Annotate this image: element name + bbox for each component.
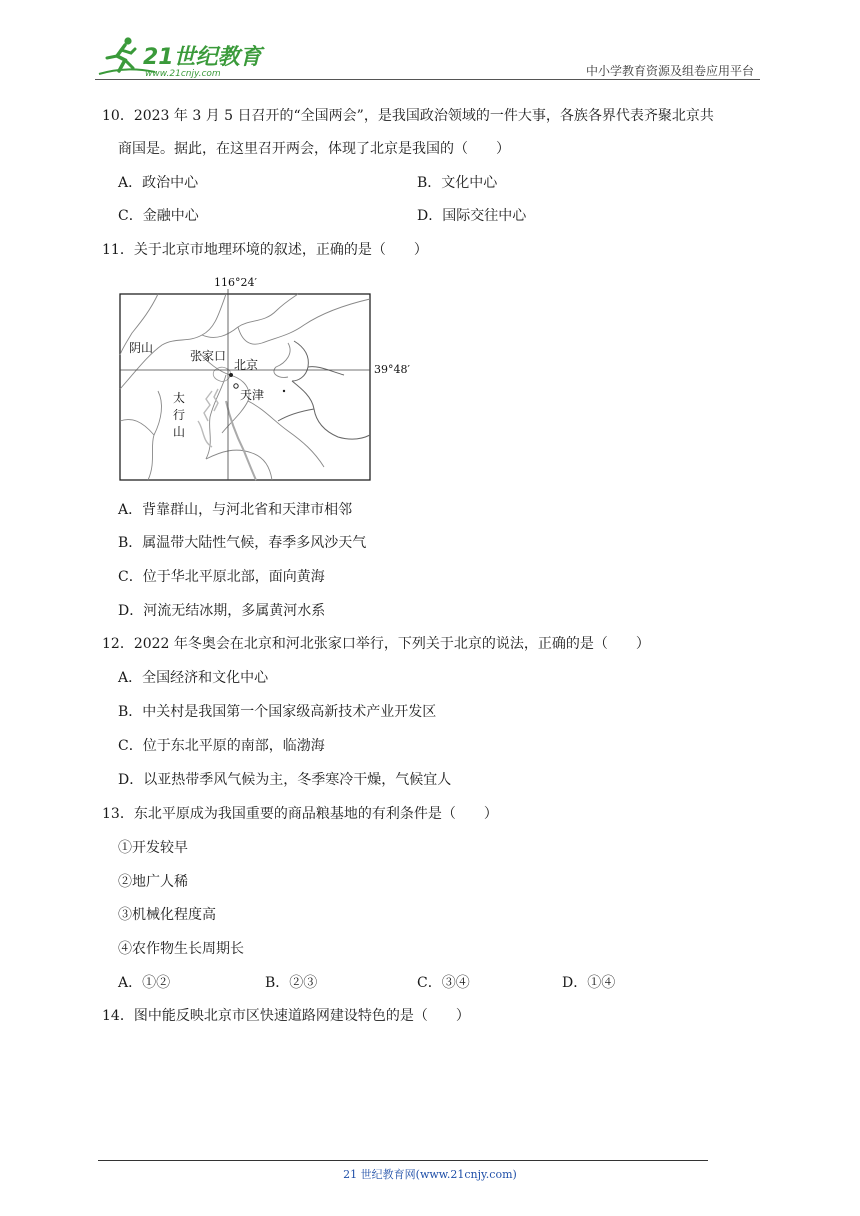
q12-option-d[interactable]: D．以亚热带季风气候为主，冬季寒冷干燥，气候宜人 (118, 772, 452, 788)
q11-option-d[interactable]: D．河流无结冰期，多属黄河水系 (118, 603, 326, 619)
q13-stem: 13．东北平原成为我国重要的商品粮基地的有利条件是（ ） (102, 806, 498, 822)
beijing-marker-icon (229, 373, 233, 377)
q10-option-a[interactable]: A．政治中心 (118, 175, 199, 191)
q13-option-c[interactable]: C．③④ (417, 975, 470, 991)
q10-stem-line1: 10．2023 年 3 月 5 日召开的“全国两会”，是我国政治领域的一件大事，各族各界代表齐聚北京共 (102, 108, 714, 124)
q13-option-d[interactable]: D．①④ (562, 975, 616, 991)
map-label-zhangjiakou: 张家口 (190, 349, 227, 363)
q13-item-3: ③机械化程度高 (118, 907, 216, 923)
q11-stem: 11．关于北京市地理环境的叙述，正确的是（ ） (102, 242, 428, 258)
map-label-taihang-1: 太 (173, 391, 186, 405)
map-latitude-label: 39°48′ (374, 363, 410, 376)
footer-divider (98, 1160, 708, 1161)
q13-item-2: ②地广人稀 (118, 874, 188, 890)
platform-title: 中小学教育资源及组卷应用平台 (585, 64, 754, 78)
map-label-beijing: 北京 (234, 358, 259, 372)
map-label-taihang-3: 山 (173, 425, 186, 439)
map-longitude-label: 116°24′ (214, 276, 257, 289)
q10-option-d[interactable]: D．国际交往中心 (417, 208, 527, 224)
logo-url-text: www.21cnjy.com (145, 69, 221, 79)
header-divider (95, 79, 760, 80)
q11-option-a[interactable]: A．背靠群山，与河北省和天津市相邻 (118, 502, 353, 518)
q12-option-c[interactable]: C．位于东北平原的南部，临渤海 (118, 738, 325, 754)
footer-link[interactable]: 21 世纪教育网(www.21cnjy.com) (343, 1168, 517, 1181)
q13-option-b[interactable]: B．②③ (265, 975, 318, 991)
beijing-region-map (118, 271, 410, 483)
page-header (95, 36, 760, 80)
map-label-yinshan: 阴山 (129, 341, 154, 355)
q13-option-a[interactable]: A．①② (118, 975, 171, 991)
q12-option-a[interactable]: A．全国经济和文化中心 (118, 670, 269, 686)
q13-item-1: ①开发较早 (118, 840, 188, 856)
q13-item-4: ④农作物生长周期长 (118, 941, 244, 957)
site-logo (95, 36, 265, 80)
map-label-taihang-2: 行 (173, 408, 186, 422)
q10-stem-line2: 商国是。据此，在这里召开两会，体现了北京是我国的（ ） (118, 141, 510, 157)
q11-option-c[interactable]: C．位于华北平原北部，面向黄海 (118, 569, 325, 585)
q12-stem: 12．2022 年冬奥会在北京和河北张家口举行，下列关于北京的说法，正确的是（ ） (102, 636, 650, 652)
q14-stem: 14．图中能反映北京市区快速道路网建设特色的是（ ） (102, 1008, 470, 1024)
q10-option-b[interactable]: B．文化中心 (417, 175, 498, 191)
q10-option-c[interactable]: C．金融中心 (118, 208, 199, 224)
q11-option-b[interactable]: B．属温带大陆性气候，春季多风沙天气 (118, 535, 367, 551)
logo-main-text: 21世纪教育 (143, 45, 262, 70)
map-graphic (118, 271, 378, 483)
q12-option-b[interactable]: B．中关村是我国第一个国家级高新技术产业开发区 (118, 704, 437, 720)
tianjin-marker-icon (234, 384, 238, 388)
map-label-tianjin: 天津 (240, 388, 265, 402)
